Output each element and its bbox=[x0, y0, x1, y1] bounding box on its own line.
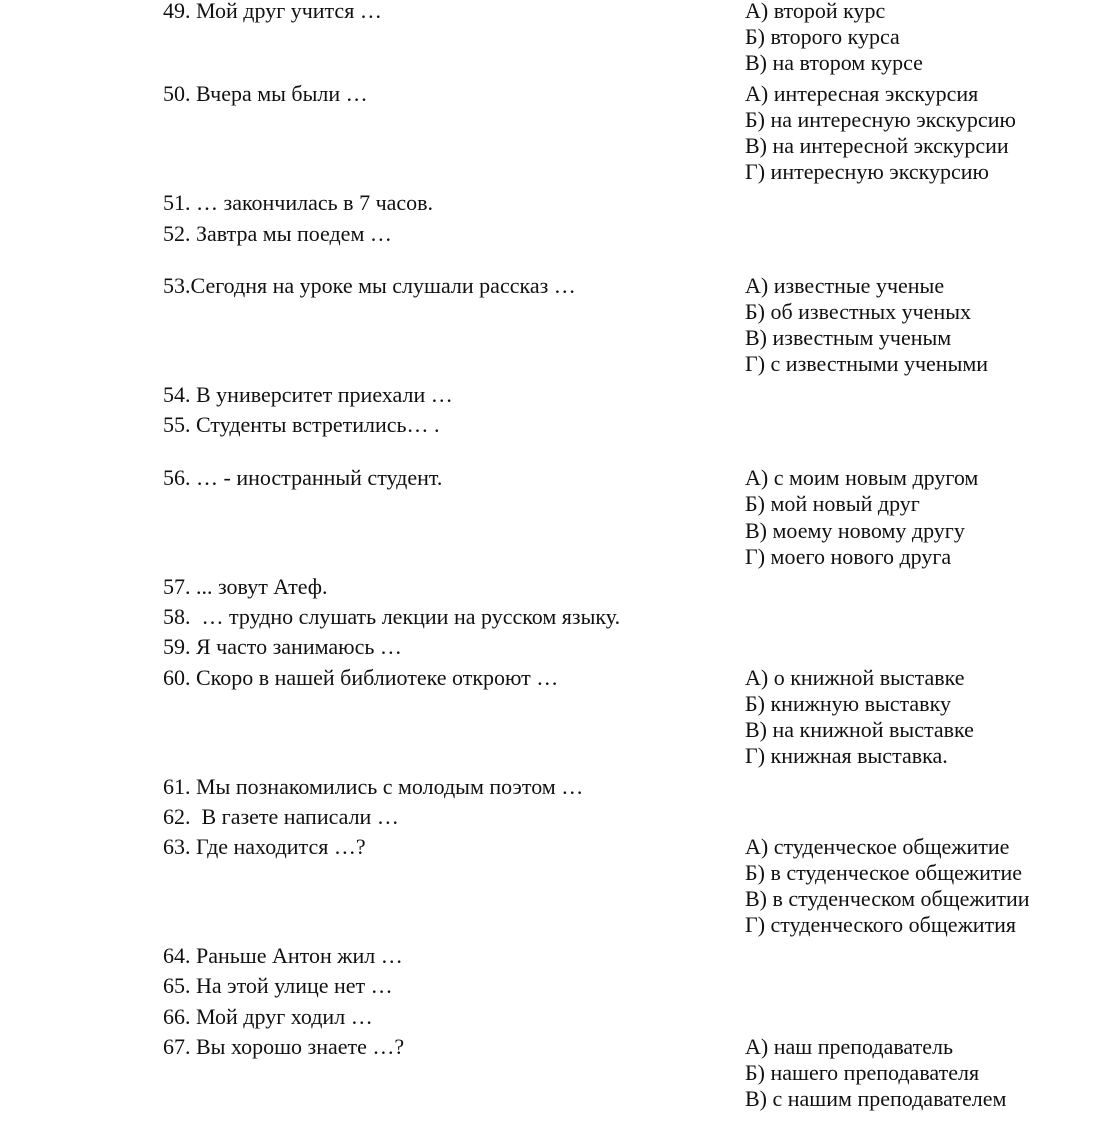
option-line: А) наш преподаватель bbox=[745, 1034, 954, 1059]
question-52: 52. Завтра мы поедем … bbox=[163, 221, 392, 246]
option-line: Б) второго курса bbox=[745, 24, 900, 49]
option-line: Б) в студенческое общежитие bbox=[745, 860, 1023, 885]
question-58: 58. … трудно слушать лекции на русском языку. bbox=[163, 604, 621, 629]
option-line: А) о книжной выставке bbox=[745, 665, 965, 690]
option-line: Б) нашего преподавателя bbox=[745, 1060, 980, 1085]
option-line: В) на втором курсе bbox=[745, 50, 923, 75]
question-59: 59. Я часто занимаюсь … bbox=[163, 634, 402, 659]
question-51: 51. … закончилась в 7 часов. bbox=[163, 190, 434, 215]
option-line: Б) книжную выставку bbox=[745, 691, 951, 716]
option-line: Г) студенческого общежития bbox=[745, 912, 1017, 937]
question-61: 61. Мы познакомились с молодым поэтом … bbox=[163, 774, 584, 799]
option-line: Б) об известных ученых bbox=[745, 299, 972, 324]
option-line: Б) мой новый друг bbox=[745, 491, 920, 516]
option-line: В) с нашим преподавателем bbox=[745, 1086, 1007, 1111]
option-line: А) студенческое общежитие bbox=[745, 834, 1010, 859]
question-54: 54. В университет приехали … bbox=[163, 382, 453, 407]
option-line: А) известные ученые bbox=[745, 273, 945, 298]
question-66: 66. Мой друг ходил … bbox=[163, 1004, 373, 1029]
option-line: Б) на интересную экскурсию bbox=[745, 107, 1016, 132]
question-56: 56. … - иностранный студент. bbox=[163, 465, 443, 490]
question-65: 65. На этой улице нет … bbox=[163, 973, 393, 998]
option-line: Г) моего нового друга bbox=[745, 544, 952, 569]
option-line: А) второй курс bbox=[745, 0, 886, 23]
option-line: В) известным ученым bbox=[745, 325, 952, 350]
option-line: Г) книжная выставка. bbox=[745, 743, 948, 768]
question-50: 50. Вчера мы были … bbox=[163, 81, 368, 106]
option-line: Г) с известными учеными bbox=[745, 351, 989, 376]
option-line: В) на интересной экскурсии bbox=[745, 133, 1009, 158]
option-line: А) с моим новым другом bbox=[745, 465, 979, 490]
question-67: 67. Вы хорошо знаете …? bbox=[163, 1034, 405, 1059]
question-49: 49. Мой друг учится … bbox=[163, 0, 382, 23]
option-line: В) в студенческом общежитии bbox=[745, 886, 1030, 911]
question-64: 64. Раньше Антон жил … bbox=[163, 943, 403, 968]
question-62: 62. В газете написали … bbox=[163, 804, 399, 829]
question-57: 57. ... зовут Атеф. bbox=[163, 574, 328, 599]
question-55: 55. Студенты встретились… . bbox=[163, 412, 440, 437]
question-53: 53.Сегодня на уроке мы слушали рассказ … bbox=[163, 273, 576, 298]
question-60: 60. Скоро в нашей библиотеке откроют … bbox=[163, 665, 559, 690]
option-line: А) интересная экскурсия bbox=[745, 81, 979, 106]
option-line: В) моему новому другу bbox=[745, 518, 965, 543]
option-line: В) на книжной выставке bbox=[745, 717, 974, 742]
option-line: Г) интересную экскурсию bbox=[745, 159, 989, 184]
question-63: 63. Где находится …? bbox=[163, 834, 366, 859]
